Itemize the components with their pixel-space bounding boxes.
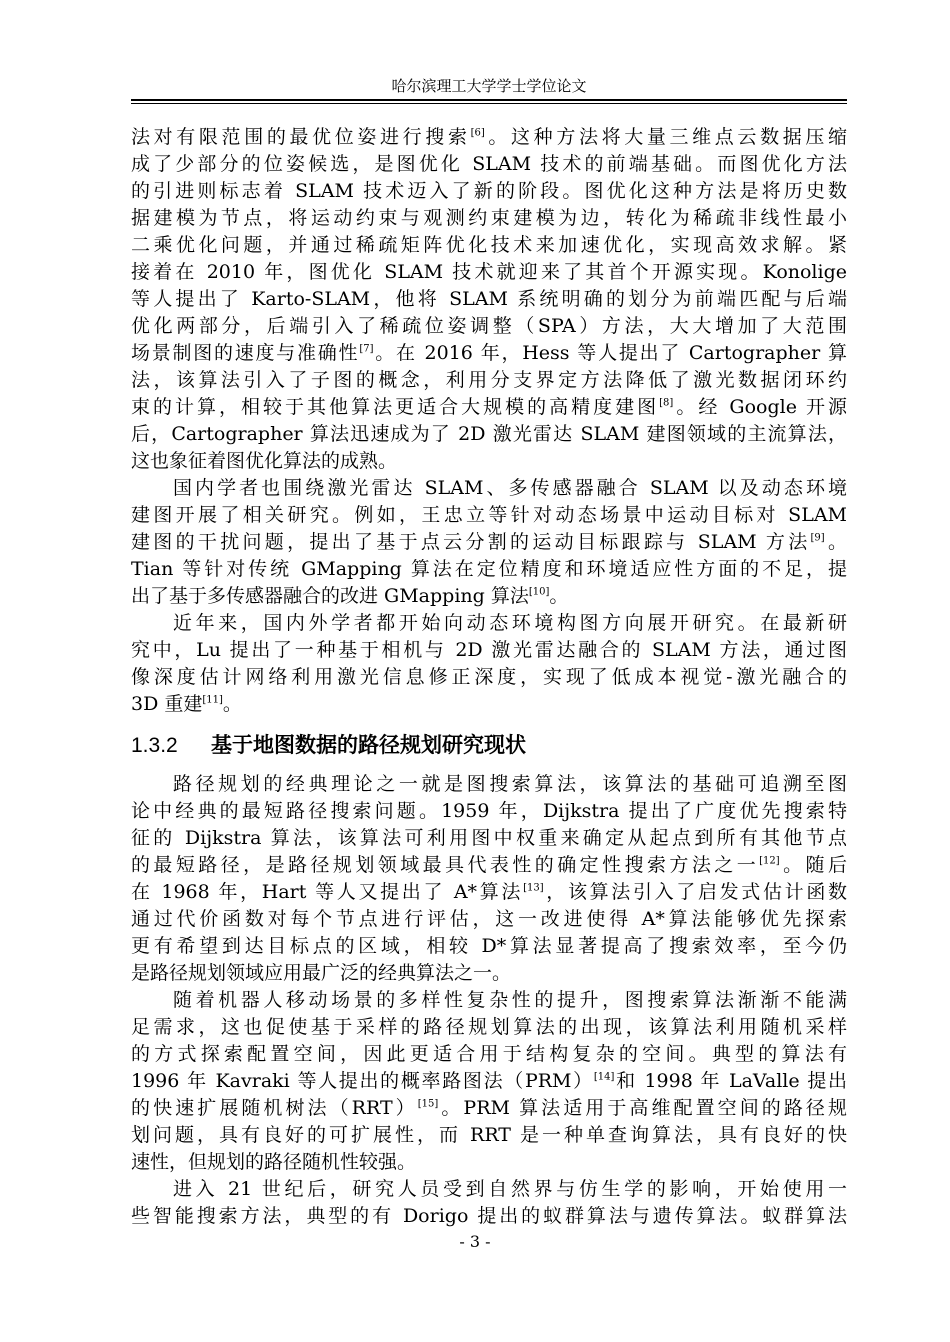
citation-ref: [11] (202, 694, 223, 706)
text-line: 法，该算法引入了子图的概念，利用分支界定方法降低了激光数据闭环约 (131, 369, 847, 391)
header-rule-thin (131, 103, 847, 104)
text-line: 速性，但规划的路径随机性较强。 (131, 1151, 417, 1173)
text-line: 优化两部分，后端引入了稀疏位姿调整（SPA）方法，大大增加了大范围 (131, 315, 847, 337)
text-line: 的引进则标志着 SLAM 技术迈入了新的阶段。图优化这种方法是将历史数 (131, 180, 847, 202)
text-line: 束的计算，相较于其他算法更适合大规模的高精度建图[8]。经 Google 开源 (131, 396, 847, 418)
text-line: 在 1968 年，Hart 等人又提出了 A*算法[13]，该算法引入了启发式估计函数 (131, 881, 847, 903)
text-line: 划问题，具有良好的可扩展性，而 RRT 是一种单查询算法，具有良好的快 (131, 1124, 847, 1146)
text-line: 路径规划的经典理论之一就是图搜索算法，该算法的基础可追溯至图 (173, 773, 847, 795)
paragraph-block-path-planning (131, 771, 847, 1230)
citation-ref: [6] (470, 127, 485, 139)
text-line: 些智能搜索方法，典型的有 Dorigo 提出的蚁群算法与遗传算法。蚁群算法 (131, 1205, 847, 1227)
text-line: 的最短路径，是路径规划领域最具代表性的确定性搜索方法之一[12]。随后 (131, 854, 847, 876)
text-line: 征的 Dijkstra 算法，该算法可利用图中权重来确定从起点到所有其他节点 (131, 827, 847, 849)
text-line: 的快速扩展随机树法（RRT）[15]。PRM 算法适用于高维配置空间的路径规 (131, 1097, 847, 1119)
text-line: 接着在 2010 年，图优化 SLAM 技术就迎来了其首个开源实现。Konolige (131, 261, 847, 283)
paragraph-block-slam (131, 124, 847, 718)
citation-ref: [8] (659, 397, 674, 409)
running-header: 哈尔滨理工大学学士学位论文 (391, 77, 587, 95)
page-number: - 3 - (459, 1232, 491, 1251)
text-line: 法对有限范围的最优位姿进行搜索[6]。这种方法将大量三维点云数据压缩 (131, 126, 847, 148)
text-line: 通过代价函数对每个节点进行评估，这一改进使得 A*算法能够优先探索 (131, 908, 847, 930)
text-line: 场景制图的速度与准确性[7]。在 2016 年，Hess 等人提出了 Cartographer 算 (131, 342, 847, 364)
text-line: 更有希望到达目标点的区域，相较 D*算法显著提高了搜索效率，至今仍 (131, 935, 847, 957)
text-line: 进入 21 世纪后，研究人员受到自然界与仿生学的影响，开始使用一 (173, 1178, 847, 1200)
text-line: 的方式探索配置空间，因此更适合用于结构复杂的空间。典型的算法有 (131, 1043, 847, 1065)
citation-ref: [12] (759, 855, 780, 867)
text-line: 这也象征着图优化算法的成熟。 (131, 450, 398, 472)
citation-ref: [14] (593, 1071, 615, 1083)
section-number: 1.3.2 (131, 734, 178, 757)
body-text (131, 124, 847, 1230)
text-line: 随着机器人移动场景的多样性复杂性的提升，图搜索算法渐渐不能满 (173, 989, 847, 1011)
citation-ref: [15] (417, 1098, 439, 1110)
section-title: 基于地图数据的路径规划研究现状 (211, 733, 526, 757)
text-line: 国内学者也围绕激光雷达 SLAM、多传感器融合 SLAM 以及动态环境 (173, 477, 847, 499)
text-line: 论中经典的最短路径搜索问题。1959 年，Dijkstra 提出了广度优先搜索特 (131, 800, 847, 822)
text-line: 究中，Lu 提出了一种基于相机与 2D 激光雷达融合的 SLAM 方法，通过图 (131, 639, 847, 661)
section-heading (131, 730, 847, 760)
text-line: 出了基于多传感器融合的改进 GMapping 算法[10]。 (131, 585, 569, 607)
text-line: 3D 重建[11]。 (131, 693, 242, 715)
text-line: 建图的干扰问题，提出了基于点云分割的运动目标跟踪与 SLAM 方法[9]。 (131, 531, 847, 553)
text-line: 近年来，国内外学者都开始向动态环境构图方向展开研究。在最新研 (173, 612, 847, 634)
text-line: 是路径规划领域应用最广泛的经典算法之一。 (131, 962, 512, 984)
text-line: 足需求，这也促使基于采样的路径规划算法的出现，该算法利用随机采样 (131, 1016, 847, 1038)
citation-ref: [13] (523, 882, 544, 894)
header-rule-thick (131, 99, 847, 101)
text-line: 二乘优化问题，并通过稀疏矩阵优化技术来加速优化，实现高效求解。紧 (131, 234, 847, 256)
text-line: 成了少部分的位姿候选，是图优化 SLAM 技术的前端基础。而图优化方法 (131, 153, 847, 175)
citation-ref: [9] (810, 532, 825, 544)
text-line: 1996 年 Kavraki 等人提出的概率路图法（PRM）[14]和 1998 年 LaValle 提出 (131, 1070, 847, 1092)
text-line: 像深度估计网络利用激光信息修正深度，实现了低成本视觉-激光融合的 (131, 666, 847, 688)
citation-ref: [10] (528, 586, 550, 598)
text-line: Tian 等针对传统 GMapping 算法在定位精度和环境适应性方面的不足，提 (131, 558, 847, 580)
text-line: 等人提出了 Karto-SLAM，他将 SLAM 系统明确的划分为前端匹配与后端 (131, 288, 847, 310)
text-line: 据建模为节点，将运动约束与观测约束建模为边，转化为稀疏非线性最小 (131, 207, 847, 229)
text-line: 建图开展了相关研究。例如，王忠立等针对动态场景中运动目标对 SLAM (131, 504, 847, 526)
citation-ref: [7] (359, 343, 374, 355)
text-line: 后，Cartographer 算法迅速成为了 2D 激光雷达 SLAM 建图领域的主流算法， (131, 423, 847, 445)
